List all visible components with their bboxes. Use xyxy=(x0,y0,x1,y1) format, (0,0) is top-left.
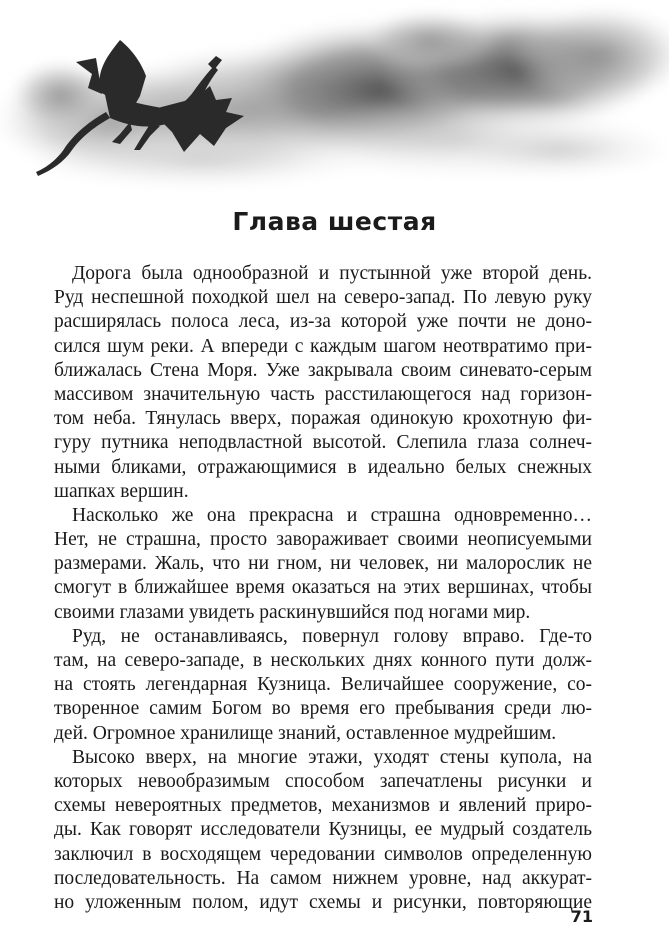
text-line: Руд, не останавливаясь, повернул голову вправо. Где-то xyxy=(72,625,592,647)
text-line: которых невообразимым способом запечатлены рисунки и xyxy=(54,770,592,792)
text-line: Нет, не страшна, просто завораживает своими неописуемыми xyxy=(54,529,592,551)
text-line: на стоять легендарная Кузница. Величайшее сооружение, со- xyxy=(54,674,592,696)
text-line: дей. Огромное хранилище знаний, оставленное мудрейшим. xyxy=(54,722,557,744)
text-line: ными бликами, отражающимися в идеально белых снежных xyxy=(54,456,592,478)
text-line: Высоко вверх, на многие этажи, уходят стены купола, на xyxy=(72,746,592,768)
text-line: смогут в ближайшее время оказаться на этих вершинах, чтобы xyxy=(54,577,592,599)
text-line: там, на северо-западе, в нескольких днях конного пути долж- xyxy=(54,650,592,671)
text-line: массивом значительную часть расстилающегося над горизон- xyxy=(54,383,592,405)
paragraph-2 xyxy=(54,504,592,625)
dragon-clouds-illustration xyxy=(0,0,669,195)
text-line: том неба. Тянулась вверх, поражая одинокую крохотную фи- xyxy=(54,408,592,430)
text-line: схемы невероятных предметов, механизмов и явлений приро- xyxy=(54,795,592,817)
text-line: гуру путника неподвластной высотой. Слепила глаза солнеч- xyxy=(54,432,592,454)
paragraph-1 xyxy=(54,262,592,504)
text-line: ближалась Стена Моря. Уже закрывала своим синевато-серым xyxy=(54,359,592,381)
text-line: Руд неспешной походкой шел на северо-запад. По левую руку xyxy=(54,287,592,309)
text-line: Насколько же она прекрасна и страшна одновременно… xyxy=(72,504,592,526)
text-line: Дорога была однообразной и пустынной уже второй день. xyxy=(72,263,592,284)
text-line: размерами. Жаль, что ни гном, ни человек, ни малорослик не xyxy=(54,553,592,575)
text-line: последовательность. На самом нижнем уровне, над аккурат- xyxy=(54,867,592,889)
paragraph-3 xyxy=(54,625,592,746)
text-line: заключил в восходящем чередовании символов определенную xyxy=(54,843,592,865)
chapter-title: Глава шестая xyxy=(232,207,437,236)
paragraph-4 xyxy=(54,746,592,915)
text-line: шапках вершин. xyxy=(54,480,189,502)
text-line: но уложенным полом, идут схемы и рисунки, повторяющие xyxy=(54,891,592,913)
text-line: ды. Как говорят исследователи Кузницы, ее мудрый создатель xyxy=(54,819,592,841)
text-line: расширялась полоса леса, из-за которой уже почти не доно- xyxy=(54,311,592,333)
text-line: своими глазами увидеть раскинувшийся под ногами мир. xyxy=(54,601,531,623)
text-line: сился шум реки. А впереди с каждым шагом неотвратимо при- xyxy=(54,335,592,357)
page-number: 71 xyxy=(570,907,593,926)
text-line: творенное самим Богом во время его пребывания среди лю- xyxy=(54,698,592,720)
chapter-body xyxy=(54,262,592,915)
